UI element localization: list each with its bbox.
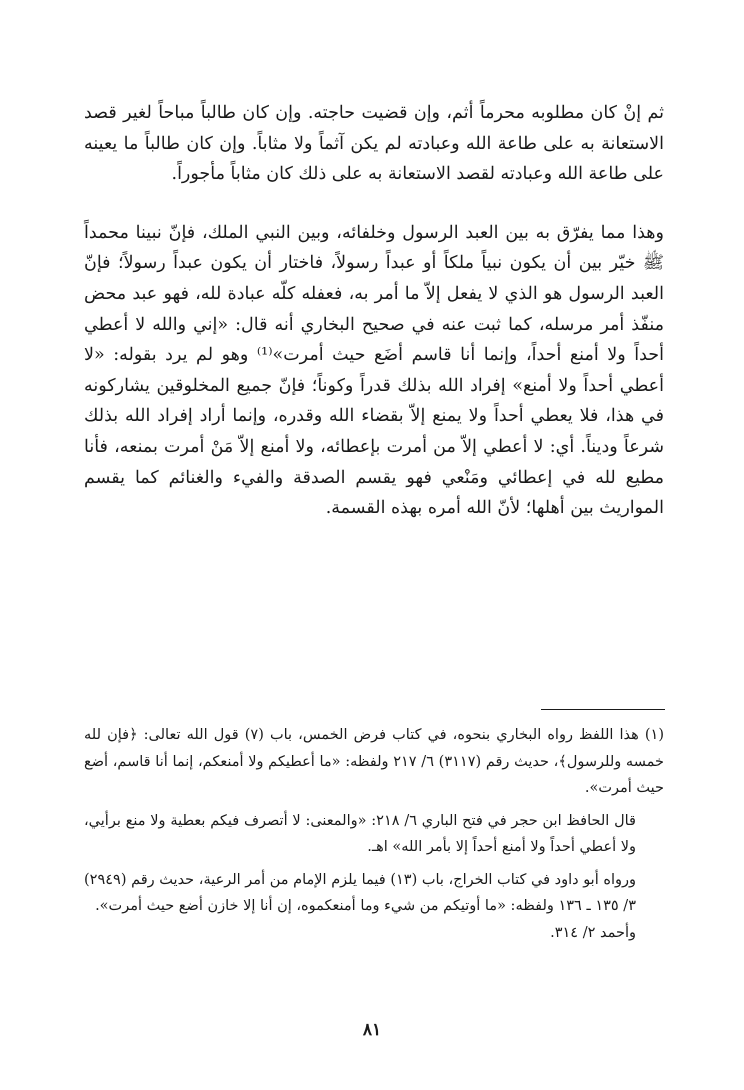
footnote-line: وأحمد ٢/ ٣١٤.: [550, 924, 636, 941]
footnote-line: قال الحافظ ابن حجر في فتح الباري ٦/ ٢١٨: «والمعنى: لا أتصرف فيكم: [210, 812, 636, 829]
text-line: بذلك قدراً وكوناً؛ فإنّ جميع المخلوقين يشاركونه في هذا، فلا يعطي أحداً: [84, 375, 664, 427]
text-line: وإن كان طالباً ما يعينه على طاعة الله وعبادته لقصد الاستعانة به على ذلك: [84, 133, 664, 185]
footnote-line: حديث رقم (٢٩٤٩) ٣/ ١٣٥ ـ ١٣٦ ولفظه: «ما أوتيكم من شيء وما أمنعكموه، إن: [84, 871, 636, 914]
text-line: لا أعطي إلاّ من أمرت بإعطائه، ولا أمنع إلاّ مَنْ أمرت بمنعه، فأنا مطيع لله: [84, 436, 664, 488]
text-line: بين أهلها؛ لأنّ الله أمره بهذه القسمة.: [325, 498, 594, 519]
footnote-line: أعطيكم ولا أمنعكم، إنما أنا قاسم، أضع حيث أمرت».: [84, 753, 664, 796]
main-text: [84, 98, 664, 524]
footnote-line: ورواه أبو داود في كتاب الخراج، باب (١٣) فيما يلزم الإمام من أمر الرعية،: [198, 871, 636, 888]
paragraph-1: [84, 98, 664, 190]
footnote-line: بعطية ولا منع برأيي، ولا أعطي أحداً ولا أمنع أحداً إلا بأمر الله» اهـ.: [84, 812, 636, 855]
footnote-line: تعالى: ﴿فإن لله خمسه وللرسول﴾، حديث رقم (٣١١٧) ٦/ ٢١٧ ولفظه: «ما: [84, 727, 664, 770]
text-line: أضَع حيث أمرت»⁽¹⁾ وهو لم يرد بقوله: «لا أعطي أحداً ولا أمنع» إفراد الله: [84, 345, 664, 396]
footnote-ibn-hajar: [84, 808, 664, 861]
footnote-separator: [541, 709, 665, 710]
text-line: وهذا مما يفرّق به بين العبد الرسول وخلفائه، وبين النبي الملك، فإنّ: [168, 222, 664, 243]
text-line: كان مثاباً مأجوراً.: [171, 164, 293, 185]
text-line: ثم إنْ كان مطلوبه محرماً أثم، وإن قضيت حاجته. وإن كان طالباً: [200, 103, 664, 123]
text-line: في إعطائي ومَنْعي فهو يقسم الصدقة والفيء والغنائم كما يقسم المواريث: [84, 467, 664, 519]
footnote-abu-dawud: [84, 867, 664, 920]
text-line: نبينا محمداً ﷺ خيّر بين أن يكون نبياً ملكاً أو عبداً رسولاً، فاختار أن يكون: [84, 222, 664, 274]
footnote-line: أنا إلا خازن أضع حيث أمرت».: [95, 898, 273, 914]
text-line: البخاري أنه قال: «إني والله لا أعطي أحداً ولا أمنع أحداً، وإنما أنا قاسم: [84, 314, 664, 366]
paragraph-2: [84, 218, 664, 524]
footnotes: [84, 722, 664, 946]
footnote-1: [84, 722, 664, 802]
page-number: ٨١: [362, 1020, 382, 1040]
text-line: عبداً رسولاً؛ فإنّ العبد الرسول هو الذي لا يفعل إلاّ ما أمر به، فعفله كلّه: [84, 253, 664, 304]
text-line: ولا يمنع إلاّ بقضاء الله وقدره، وإنما أراد إفراد الله بذلك شرعاً وديناً. أي:: [84, 406, 664, 457]
footnote-ahmad: [84, 920, 664, 947]
text-line: مباحاً لغير قصد الاستعانة به على طاعة الله وعبادته لم يكن آثماً ولا مثاباً.: [84, 103, 664, 154]
text-line: عبادة لله، فهو عبد محض منفّذ أمر مرسله، كما ثبت عنه في صحيح: [84, 283, 664, 335]
footnote-line: (١) هذا اللفظ رواه البخاري بنحوه، في كتاب فرض الخمس، باب (٧) قول الله: [186, 727, 664, 743]
paragraph-gap: [84, 190, 664, 218]
